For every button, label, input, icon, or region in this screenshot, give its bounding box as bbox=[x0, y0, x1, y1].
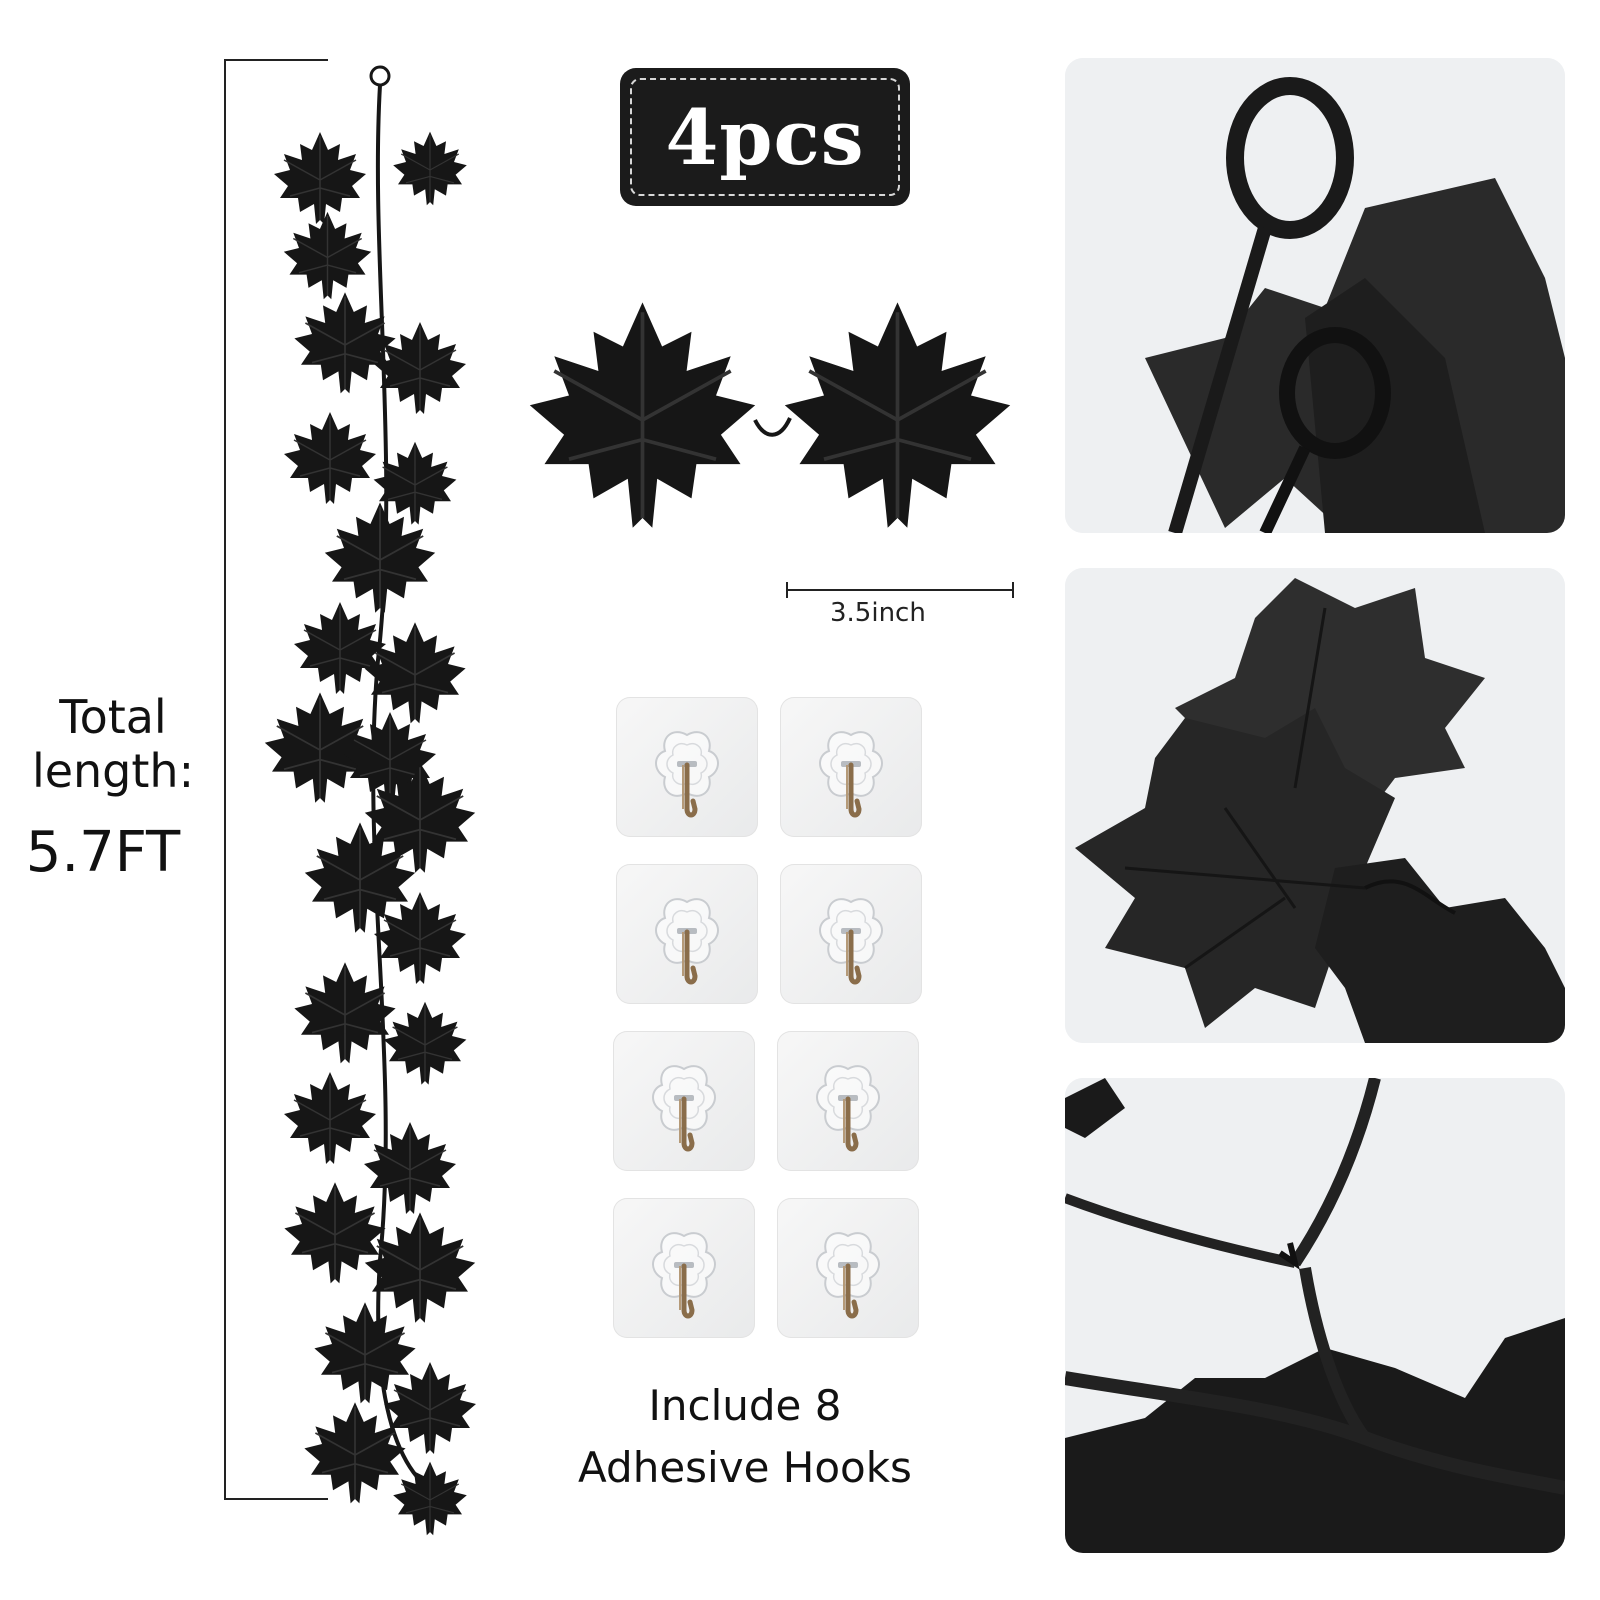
photo-loop-end-closeup bbox=[1065, 58, 1565, 533]
quantity-badge bbox=[620, 68, 910, 206]
adhesive-hook-1 bbox=[616, 697, 758, 837]
leaf-size-measure bbox=[785, 580, 1015, 600]
adhesive-hook-5 bbox=[613, 1031, 755, 1171]
photo-leaf-closeup bbox=[1065, 568, 1565, 1043]
length-bracket-line bbox=[224, 60, 226, 1500]
adhesive-hook-6 bbox=[777, 1031, 919, 1171]
total-length-line1: Total bbox=[59, 690, 167, 744]
adhesive-hook-7 bbox=[613, 1198, 755, 1338]
total-length-label bbox=[18, 690, 208, 798]
hooks-caption bbox=[575, 1375, 915, 1499]
hooks-caption-line2: Adhesive Hooks bbox=[578, 1443, 912, 1492]
leaf-size-label: 3.5inch bbox=[830, 598, 926, 628]
leaf-pair-image bbox=[520, 290, 1020, 550]
total-length-line2: length: bbox=[31, 744, 195, 798]
adhesive-hook-8 bbox=[777, 1198, 919, 1338]
total-length-value: 5.7FT bbox=[25, 820, 181, 885]
hooks-caption-line1: Include 8 bbox=[648, 1381, 842, 1430]
adhesive-hook-3 bbox=[616, 864, 758, 1004]
adhesive-hook-2 bbox=[780, 697, 922, 837]
adhesive-hook-4 bbox=[780, 864, 922, 1004]
garland-vine-image bbox=[260, 60, 500, 1540]
quantity-label: 4pcs bbox=[665, 92, 865, 182]
photo-vine-stem-closeup bbox=[1065, 1078, 1565, 1553]
badge-dashed-border bbox=[630, 78, 900, 196]
